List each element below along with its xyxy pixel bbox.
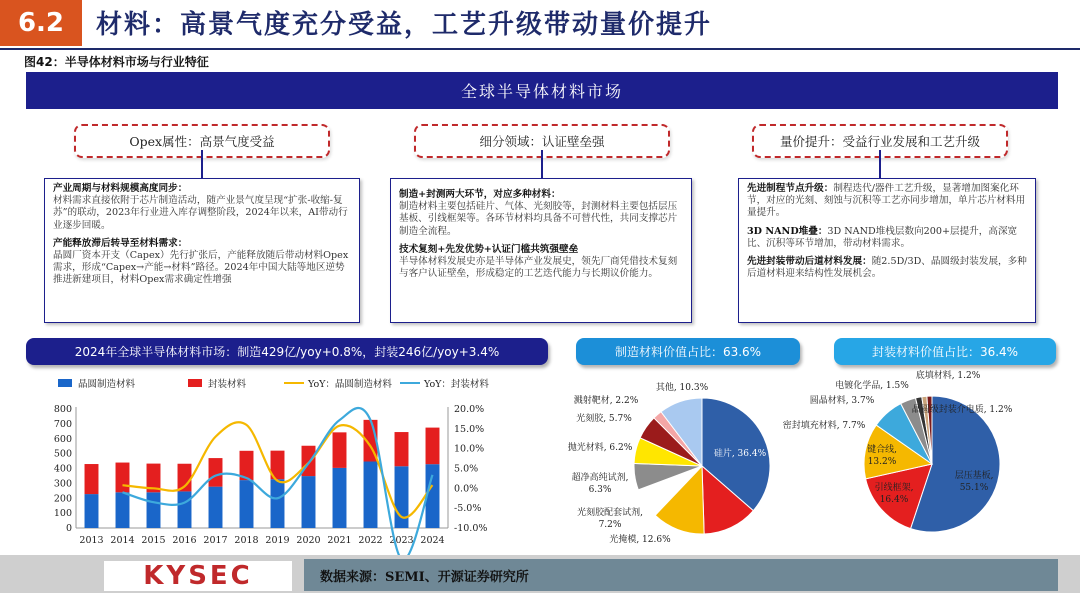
legend-label: YoY：晶圆制造材料 [308,379,392,390]
paragraph-body: 随2.5D/3D、晶圆级封装发展，多种后道材料迎来结构性发展机会。 [747,256,1027,280]
packaging-share-pill: 封装材料价值占比：36.4% [834,338,1056,365]
market-size-pill: 2024年全球半导体材料市场：制造429亿/yoy+0.8%，封装246亿/yoy+3.4% [26,338,548,365]
bar-wafer-material [271,479,285,528]
pie-label: 抛光材料, 6.2% [567,443,633,453]
x-tick-label: 2015 [141,535,166,546]
paragraph-heading: 3D NAND堆叠： [747,225,828,237]
pie-label: 键合线, 13.2% [867,445,897,467]
y-tick-label: 600 [53,433,72,445]
manufacturing-share-pill: 制造材料价值占比：63.6% [576,338,800,365]
y-tick-label: 500 [53,448,72,460]
legend-swatch [188,379,202,387]
pie-label: 电镀化学品, 1.5% [835,381,909,391]
y-tick-label: 0 [65,523,72,534]
connector-line [879,150,881,178]
paragraph-body: 材料需求直接依附于芯片制造活动，随产业景气度呈现“扩张-收缩-复苏”的联动，2023年行业进入库存调整阶段，2024年以来，AI带动行业逐步回暖。 [53,195,348,231]
logo-box [104,561,292,591]
bar-packaging-material [116,463,130,493]
bar-wafer-material [85,494,99,528]
y-tick-label: 700 [53,418,72,430]
x-tick-label: 2017 [203,535,228,546]
page-title: 材料：高景气度充分受益，工艺升级带动量价提升 [96,10,713,40]
opex-textbox [44,178,360,323]
paragraph-body: 半导体材料发展史亦是半导体产业发展史，领先厂商凭借技术复刻与客户认证壁垒，形成稳定的工艺迭代能力与长期议价能力。 [399,256,678,280]
paragraph-body: 制造材料主要包括硅片、气体、光刻胶等，封测材料主要包括层压基板、引线框架等。各环节材料均具备不可替代性，共同支撑芯片制造全流程。 [399,201,678,237]
x-tick-label: 2024 [420,535,445,546]
volume-price-textbox [738,178,1036,323]
bar-wafer-material [178,491,192,528]
y2-tick-label: -10.0% [454,523,488,534]
packaging-pie-chart [782,370,1050,550]
legend-label: 封装材料 [208,379,247,390]
y-tick-label: 400 [53,463,72,475]
x-tick-label: 2021 [327,535,352,546]
bar-wafer-material [302,476,316,528]
pie-label: 硅片, 36.4% [713,449,767,459]
market-bar-chart [40,373,520,553]
pie-label: 底填材料, 1.2% [915,371,981,381]
figure-caption: 图42：半导体材料市场与行业特征 [24,55,209,69]
y-tick-label: 300 [53,478,72,490]
legend-swatch [58,379,72,387]
y2-tick-label: -5.0% [454,503,482,515]
paragraph-body: 制程迭代/器件工艺升级，显著增加图案化环节，对应的光刻、刻蚀与沉积等工艺亦同步增加，单片芯片材料用量提升。 [747,183,1026,219]
bar-wafer-material [147,492,161,528]
bar-packaging-material [395,432,409,466]
opex-tag: Opex属性：高景气度受益 [74,124,330,158]
market-banner: 全球半导体材料市场 [26,72,1058,109]
y2-tick-label: 15.0% [454,423,485,435]
bar-packaging-material [426,428,440,465]
y2-tick-label: 0.0% [454,483,479,495]
y2-tick-label: 20.0% [454,404,485,415]
pie-label: 超净高纯试剂, 6.3% [571,473,629,495]
pie-label: 晶圆级封装介电质, 1.2% [911,405,1013,415]
pie-label: 光刻胶配套试剂, 7.2% [577,508,643,530]
pie-label: 溅射靶材, 2.2% [573,396,639,406]
x-tick-label: 2022 [358,535,383,546]
paragraph-heading: 技术复刻+先发优势+认证门槛共筑强壁垒 [399,243,579,255]
section-number: 6.2 [0,0,82,46]
bar-wafer-material [333,468,347,528]
x-tick-label: 2014 [110,535,135,546]
y2-tick-label: 10.0% [454,443,485,455]
x-tick-label: 2016 [172,535,197,546]
legend-label: 晶圆制造材料 [78,379,136,390]
pie-label: 层压基板, 55.1% [954,471,994,493]
paragraph-heading: 制造+封测两大环节，对应多种材料： [399,189,561,200]
x-tick-label: 2018 [234,535,259,546]
bar-wafer-material [395,466,409,528]
paragraph-heading: 先进制程节点升级： [747,183,834,194]
paragraph-heading: 产业周期与材料规模高度同步： [53,183,188,194]
segment-tag: 细分领域：认证壁垒强 [414,124,670,158]
x-tick-label: 2020 [296,535,321,546]
pie-label: 光掩模, 12.6% [609,535,671,545]
bar-packaging-material [209,458,223,487]
x-tick-label: 2019 [265,535,290,546]
segment-textbox [390,178,692,323]
paragraph-heading: 先进封装带动后道材料发展： [747,256,872,268]
pie-label: 圆晶材料, 3.7% [809,396,875,406]
y-tick-label: 800 [53,404,72,415]
bar-wafer-material [209,487,223,528]
connector-line [201,150,203,178]
pie-label: 引线框架, 16.4% [874,483,914,505]
pie-label: 密封填充材料, 7.7% [782,421,866,431]
title-rule [0,48,1080,50]
bar-wafer-material [364,462,378,528]
pie-label: 光刻胶, 5.7% [576,414,632,424]
bar-wafer-material [116,492,130,528]
x-tick-label: 2013 [79,535,104,546]
y-tick-label: 200 [53,493,72,505]
paragraph-body: 3D NAND堆栈层数向200+层提升，高深宽比、沉积等环节增加，带动材料需求。 [747,225,1018,249]
bar-packaging-material [333,432,347,468]
x-tick-label: 2023 [389,535,414,546]
bar-wafer-material [240,480,254,528]
volume-price-tag: 量价提升：受益行业发展和工艺升级 [752,124,1008,158]
pie-label: 其他, 10.3% [655,383,709,393]
y2-tick-label: 5.0% [454,463,479,475]
paragraph-heading: 产能释放滞后转导至材料需求： [53,237,188,249]
kysec-logo: KYSEC [143,561,253,591]
paragraph-body: 晶圆厂资本开支（Capex）先行扩张后，产能释放随后带动材料Opex需求，形成“Capex→产能→材料”路径。2024年中国大陆等地区逆势推进新建项目，材料Opex需求确定性增强 [53,250,349,286]
connector-line [541,150,543,178]
data-source: 数据来源：SEMI、开源证券研究所 [304,559,1058,591]
legend-label: YoY：封装材料 [424,379,489,390]
manufacturing-pie-chart [560,370,810,550]
y-tick-label: 100 [53,508,72,520]
bar-packaging-material [85,464,99,494]
